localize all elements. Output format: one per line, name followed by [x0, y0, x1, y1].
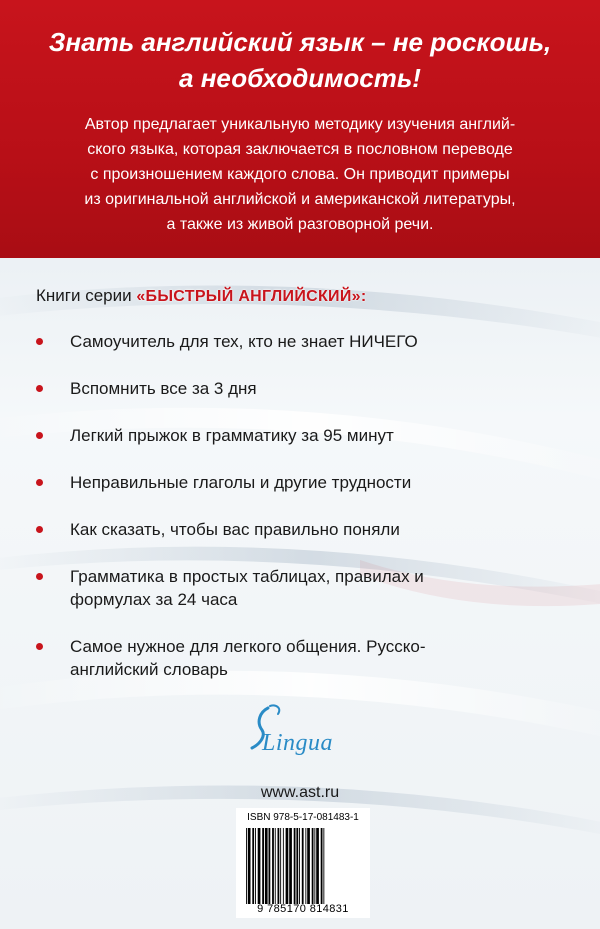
barcode-bar — [286, 828, 289, 904]
series-close-quote: »: — [351, 288, 367, 305]
list-item — [36, 635, 576, 681]
bullet-icon — [36, 573, 43, 580]
barcode-bar — [316, 828, 319, 904]
barcode-bar — [265, 828, 268, 904]
barcode-bars — [244, 828, 364, 904]
book-title: Самое нужное для легкого общения. Русско- — [70, 637, 426, 656]
barcode-bar — [275, 828, 276, 904]
website-link[interactable]: www.ast.ru — [260, 784, 340, 801]
barcode-bar — [283, 828, 284, 904]
list-item — [36, 565, 576, 611]
list-item — [36, 471, 576, 494]
barcode-bar — [314, 828, 315, 904]
bullet-icon — [36, 432, 43, 439]
intro-line: из оригинальной английской и американской литературы, — [84, 191, 516, 208]
book-title: Неправильные глаголы и другие трудности — [70, 473, 412, 492]
barcode-bar — [248, 828, 251, 904]
tagline-line: а необходимость! — [179, 63, 421, 93]
barcode-digits: 9 785170 814831 — [257, 903, 349, 915]
list-item — [36, 377, 576, 400]
series-name: БЫСТРЫЙ АНГЛИЙСКИЙ — [145, 288, 352, 305]
barcode-bar — [272, 828, 274, 904]
series-heading — [36, 286, 366, 306]
barcode-bar — [278, 828, 280, 904]
barcode-bar — [323, 828, 324, 904]
intro-line: с произношением каждого слова. Он приводит примеры — [90, 166, 510, 183]
book-title-cont: формулах за 24 часа — [70, 590, 238, 609]
bullet-icon — [36, 526, 43, 533]
intro-line: ского языка, которая заключается в пословном переводе — [87, 141, 513, 158]
barcode — [236, 808, 370, 918]
barcode-bar — [307, 828, 310, 904]
barcode-bar — [321, 828, 323, 904]
list-item — [36, 330, 576, 353]
list-item — [36, 518, 576, 541]
bullet-icon — [36, 385, 43, 392]
bullet-icon — [36, 643, 43, 650]
book-title: Легкий прыжок в грамматику за 95 минут — [70, 426, 394, 445]
barcode-bar — [258, 828, 261, 904]
barcode-bar — [252, 828, 254, 904]
bullet-icon — [36, 479, 43, 486]
book-title-cont: английский словарь — [70, 660, 228, 679]
logo-text: Lingua — [262, 730, 334, 756]
barcode-bar — [305, 828, 306, 904]
barcode-bar — [246, 828, 247, 904]
red-banner — [0, 0, 600, 258]
intro-paragraph — [60, 112, 540, 237]
barcode-bar — [255, 828, 256, 904]
intro-line: Автор предлагает уникальную методику изучения англий- — [84, 116, 516, 133]
book-title: Вспомнить все за 3 дня — [70, 379, 257, 398]
barcode-bar — [294, 828, 296, 904]
barcode-bar — [299, 828, 300, 904]
intro-line: а также из живой разговорной речи. — [166, 216, 434, 233]
bullet-icon — [36, 338, 43, 345]
tagline — [20, 24, 580, 96]
barcode-bar — [289, 828, 292, 904]
book-list — [36, 330, 576, 705]
barcode-bar — [296, 828, 298, 904]
book-title: Как сказать, чтобы вас правильно поняли — [70, 520, 400, 539]
barcode-bar — [312, 828, 314, 904]
barcode-bar — [262, 828, 264, 904]
series-prefix: Книги серии — [36, 286, 137, 305]
book-title: Грамматика в простых таблицах, правилах и — [70, 567, 424, 586]
lingua-logo — [230, 700, 380, 770]
isbn-label: ISBN 978-5-17-081483-1 — [247, 812, 359, 823]
tagline-line: Знать английский язык – не роскошь, — [48, 27, 552, 57]
barcode-bar — [280, 828, 281, 904]
list-item — [36, 424, 576, 447]
barcode-bar — [269, 828, 271, 904]
barcode-bar — [302, 828, 304, 904]
book-title: Самоучитель для тех, кто не знает НИЧЕГО — [70, 332, 418, 351]
series-open-quote: « — [136, 288, 146, 305]
